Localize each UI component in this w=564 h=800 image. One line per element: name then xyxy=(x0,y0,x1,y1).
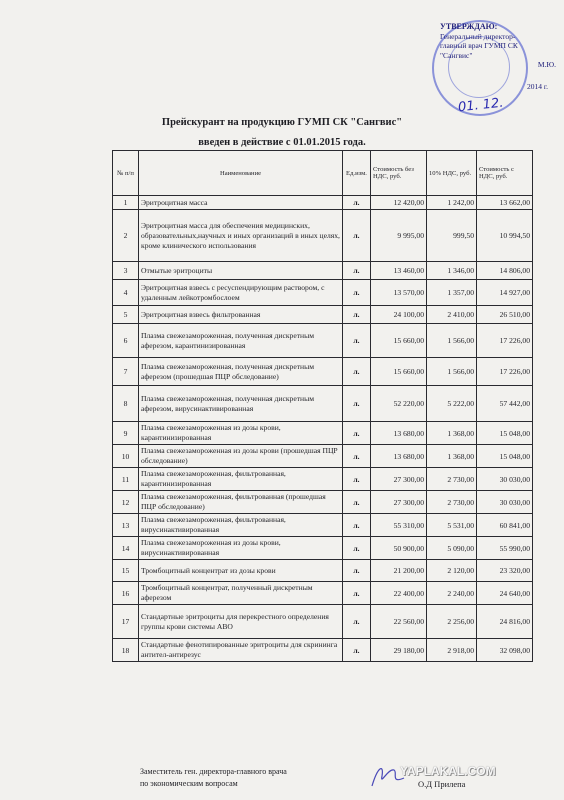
row-cost-vat: 30 030,00 xyxy=(477,468,533,491)
table-row xyxy=(113,491,533,514)
row-vat: 1 368,00 xyxy=(427,445,477,468)
row-cost-vat: 23 320,00 xyxy=(477,560,533,582)
row-vat: 2 730,00 xyxy=(427,468,477,491)
row-cost-vat: 15 048,00 xyxy=(477,445,533,468)
table-row xyxy=(113,445,533,468)
row-unit: л. xyxy=(343,306,371,324)
row-name: Плазма свежезамороженная, фильтрованная, вирусинактивированная xyxy=(139,514,343,537)
row-cost-no-vat: 27 300,00 xyxy=(371,468,427,491)
approval-line-1: Генеральный директор- xyxy=(440,31,516,41)
row-number: 15 xyxy=(113,560,139,582)
row-number: 4 xyxy=(113,280,139,306)
row-unit: л. xyxy=(343,514,371,537)
row-number: 5 xyxy=(113,306,139,324)
document-subtitle: введен в действие с 01.01.2015 года. xyxy=(198,137,366,148)
row-unit: л. xyxy=(343,196,371,210)
row-cost-no-vat: 52 220,00 xyxy=(371,386,427,422)
row-unit: л. xyxy=(343,422,371,445)
document-title: Прейскурант на продукцию ГУМП СК "Сангвис" xyxy=(161,117,403,128)
approval-line-3: "Сангвис" xyxy=(440,50,473,60)
row-name: Отмытые эритроциты xyxy=(139,262,343,280)
row-cost-no-vat: 13 460,00 xyxy=(371,262,427,280)
table-row xyxy=(113,422,533,445)
row-vat: 1 368,00 xyxy=(427,422,477,445)
row-vat: 5 090,00 xyxy=(427,537,477,560)
row-cost-vat: 57 442,00 xyxy=(477,386,533,422)
row-vat: 2 256,00 xyxy=(427,605,477,639)
row-cost-vat: 17 226,00 xyxy=(477,358,533,386)
footer-position-line-2: по экономическим вопросам xyxy=(140,779,238,788)
row-number: 14 xyxy=(113,537,139,560)
col-header-cost-vat: Стоимость с НДС, руб. xyxy=(477,151,533,196)
row-name: Эритроцитная масса для обеспечения медицинских, образовательных,научных и иных организаций в иных целях, кроме клинического использования xyxy=(139,210,343,262)
row-name: Эритроцитная взвесь с ресуспендирующим раствором, с удаленным лейкотромбослоем xyxy=(139,280,343,306)
table-row xyxy=(113,324,533,358)
row-number: 6 xyxy=(113,324,139,358)
table-row xyxy=(113,262,533,280)
row-cost-vat: 26 510,00 xyxy=(477,306,533,324)
price-list-table xyxy=(112,150,533,662)
row-cost-vat: 15 048,00 xyxy=(477,422,533,445)
row-unit: л. xyxy=(343,491,371,514)
row-name: Плазма свежезамороженная, фильтрованная, карантинизированная xyxy=(139,468,343,491)
row-number: 12 xyxy=(113,491,139,514)
row-cost-no-vat: 27 300,00 xyxy=(371,491,427,514)
row-name: Тромбоцитный концентрат, полученный дискретным аферезом xyxy=(139,582,343,605)
row-unit: л. xyxy=(343,324,371,358)
row-vat: 5 222,00 xyxy=(427,386,477,422)
row-number: 2 xyxy=(113,210,139,262)
row-vat: 5 531,00 xyxy=(427,514,477,537)
row-unit: л. xyxy=(343,445,371,468)
row-unit: л. xyxy=(343,605,371,639)
row-cost-no-vat: 13 680,00 xyxy=(371,445,427,468)
row-name: Тромбоцитный концентрат из дозы крови xyxy=(139,560,343,582)
row-number: 8 xyxy=(113,386,139,422)
row-cost-no-vat: 22 400,00 xyxy=(371,582,427,605)
row-name: Плазма свежезамороженная из дозы крови (прошедшая ПЦР обследование) xyxy=(139,445,343,468)
row-name: Эритроцитная масса xyxy=(139,196,343,210)
row-name: Стандартные фенотипированные эритроциты для скрининга антител-антирезус xyxy=(139,639,343,662)
row-vat: 1 346,00 xyxy=(427,262,477,280)
row-number: 17 xyxy=(113,605,139,639)
row-cost-no-vat: 29 180,00 xyxy=(371,639,427,662)
row-cost-vat: 30 030,00 xyxy=(477,491,533,514)
row-unit: л. xyxy=(343,560,371,582)
table-row xyxy=(113,280,533,306)
table-row xyxy=(113,605,533,639)
row-vat: 1 242,00 xyxy=(427,196,477,210)
row-cost-vat: 14 927,00 xyxy=(477,280,533,306)
footer-signer-name: О.Д Прилепа xyxy=(418,779,466,789)
table-row xyxy=(113,210,533,262)
col-header-vat: 10% НДС, руб. xyxy=(427,151,477,196)
row-number: 11 xyxy=(113,468,139,491)
approval-title: УТВЕРЖДАЮ: xyxy=(440,22,498,31)
row-number: 18 xyxy=(113,639,139,662)
row-cost-vat: 32 098,00 xyxy=(477,639,533,662)
row-vat: 2 120,00 xyxy=(427,560,477,582)
row-vat: 1 357,00 xyxy=(427,280,477,306)
row-cost-vat: 17 226,00 xyxy=(477,324,533,358)
table-row xyxy=(113,639,533,662)
watermark-logo: YAPLAKAL.COM xyxy=(400,764,496,778)
col-header-no: № п/п xyxy=(113,151,139,196)
row-cost-no-vat: 15 660,00 xyxy=(371,324,427,358)
row-cost-vat: 14 806,00 xyxy=(477,262,533,280)
table-row xyxy=(113,537,533,560)
approval-line-2: главный врач ГУМП СК xyxy=(440,41,518,50)
approval-date: 2014 г. xyxy=(527,81,548,91)
row-name: Плазма свежезамороженная, полученная дискретным аферезом, вирусинактивированная xyxy=(139,386,343,422)
row-unit: л. xyxy=(343,386,371,422)
row-vat: 1 566,00 xyxy=(427,324,477,358)
row-number: 16 xyxy=(113,582,139,605)
row-name: Плазма свежезамороженная, полученная дискретным аферезом, карантинизированная xyxy=(139,324,343,358)
table-row xyxy=(113,560,533,582)
row-name: Плазма свежезамороженная из дозы крови, карантинизированная xyxy=(139,422,343,445)
row-vat: 1 566,00 xyxy=(427,358,477,386)
footer-position xyxy=(140,766,287,790)
row-cost-no-vat: 9 995,00 xyxy=(371,210,427,262)
table-header-row xyxy=(113,151,533,196)
footer-position-line-1: Заместитель ген. директора-главного врача xyxy=(140,767,287,776)
row-cost-vat: 55 990,00 xyxy=(477,537,533,560)
row-number: 9 xyxy=(113,422,139,445)
handwritten-date: 01. 12. xyxy=(457,95,505,116)
row-vat: 2 918,00 xyxy=(427,639,477,662)
row-cost-vat: 24 640,00 xyxy=(477,582,533,605)
row-unit: л. xyxy=(343,358,371,386)
col-header-cost-no-vat: Стоимость без НДС, руб. xyxy=(371,151,427,196)
row-number: 13 xyxy=(113,514,139,537)
col-header-unit: Ед.изм. xyxy=(343,151,371,196)
row-cost-vat: 60 841,00 xyxy=(477,514,533,537)
row-cost-no-vat: 24 100,00 xyxy=(371,306,427,324)
row-number: 3 xyxy=(113,262,139,280)
table-row xyxy=(113,386,533,422)
row-vat: 2 730,00 xyxy=(427,491,477,514)
row-unit: л. xyxy=(343,582,371,605)
approval-block xyxy=(440,22,558,91)
row-cost-no-vat: 21 200,00 xyxy=(371,560,427,582)
row-cost-no-vat: 50 900,00 xyxy=(371,537,427,560)
row-cost-vat: 13 662,00 xyxy=(477,196,533,210)
row-number: 1 xyxy=(113,196,139,210)
row-cost-no-vat: 13 680,00 xyxy=(371,422,427,445)
table-body xyxy=(113,196,533,662)
row-cost-no-vat: 15 660,00 xyxy=(371,358,427,386)
row-unit: л. xyxy=(343,639,371,662)
table-row xyxy=(113,196,533,210)
row-vat: 2 410,00 xyxy=(427,306,477,324)
row-unit: л. xyxy=(343,468,371,491)
row-name: Эритроцитная взвесь фильтрованная xyxy=(139,306,343,324)
col-header-name: Наименование xyxy=(139,151,343,196)
row-vat: 999,50 xyxy=(427,210,477,262)
row-name: Плазма свежезамороженная из дозы крови, вирусинактивированная xyxy=(139,537,343,560)
row-unit: л. xyxy=(343,210,371,262)
row-cost-vat: 24 816,00 xyxy=(477,605,533,639)
row-cost-no-vat: 22 560,00 xyxy=(371,605,427,639)
row-number: 7 xyxy=(113,358,139,386)
row-unit: л. xyxy=(343,280,371,306)
row-cost-no-vat: 13 570,00 xyxy=(371,280,427,306)
table-row xyxy=(113,468,533,491)
approval-signer: М.Ю. xyxy=(537,60,556,69)
row-number: 10 xyxy=(113,445,139,468)
row-cost-no-vat: 12 420,00 xyxy=(371,196,427,210)
row-cost-no-vat: 55 310,00 xyxy=(371,514,427,537)
row-name: Плазма свежезамороженная, фильтрованная (прошедшая ПЦР обследование) xyxy=(139,491,343,514)
row-unit: л. xyxy=(343,537,371,560)
table-row xyxy=(113,306,533,324)
table-row xyxy=(113,358,533,386)
table-row xyxy=(113,514,533,537)
row-vat: 2 240,00 xyxy=(427,582,477,605)
table-row xyxy=(113,582,533,605)
row-unit: л. xyxy=(343,262,371,280)
row-name: Стандартные эритроциты для перекрестного определения группы крови системы АВО xyxy=(139,605,343,639)
row-cost-vat: 10 994,50 xyxy=(477,210,533,262)
row-name: Плазма свежезамороженная, полученная дискретным аферезом (прошедшая ПЦР обследование) xyxy=(139,358,343,386)
